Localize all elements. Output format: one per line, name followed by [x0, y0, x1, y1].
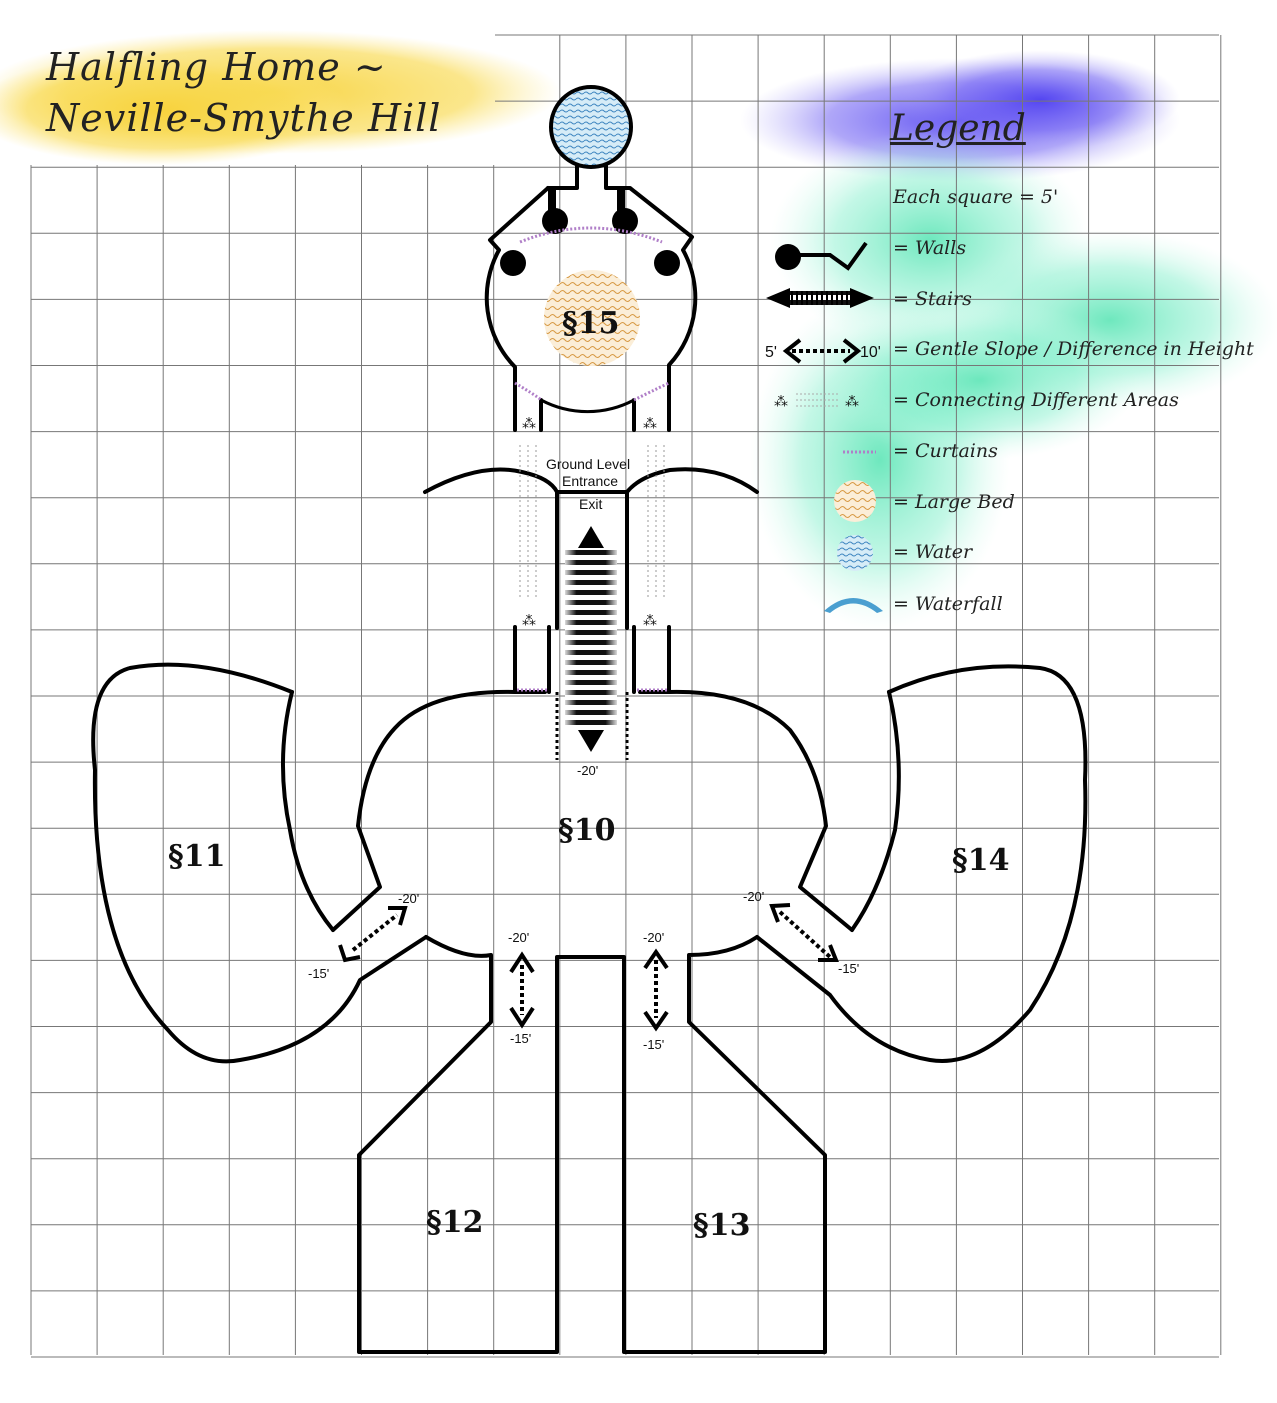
legend-label-connecting: = Connecting Different Areas [893, 389, 1179, 411]
water-pool [551, 87, 631, 167]
svg-text:⁂: ⁂ [774, 393, 788, 409]
legend-label-bed: = Large Bed [893, 491, 1015, 513]
room-15-south-wall [541, 400, 634, 412]
entrance-label: Entrance [562, 473, 619, 489]
svg-text:⁂: ⁂ [522, 612, 536, 628]
level-center-left-bottom: -15' [510, 1031, 532, 1046]
level-stairs-bottom: -20' [577, 763, 599, 778]
room-label-11: §11 [168, 839, 226, 874]
room-14-wall [757, 666, 1085, 1061]
svg-text:⁂: ⁂ [845, 393, 859, 409]
corridor-left-walls [515, 627, 549, 692]
room-label-15: §15 [562, 306, 620, 341]
room-15-wall-left [487, 188, 548, 430]
level-right-lower: -15' [838, 961, 860, 976]
legend-scale: Each square = 5' [893, 186, 1059, 208]
level-center-right-top: -20' [643, 930, 665, 945]
legend-title: Legend [890, 108, 1026, 149]
ground-level-label: Ground Level [546, 456, 631, 472]
legend-label-slope: = Gentle Slope / Difference in Height [893, 338, 1254, 360]
corridor-right-walls [634, 627, 669, 692]
room-label-13: §13 [693, 1208, 751, 1243]
legend-label-water: = Water [893, 541, 973, 563]
legend-label-curtains: = Curtains [893, 440, 998, 462]
svg-text:⁂: ⁂ [522, 415, 536, 431]
level-left-lower: -15' [308, 966, 330, 981]
svg-text:⁂: ⁂ [643, 415, 657, 431]
legend-label-waterfall: = Waterfall [893, 593, 1003, 615]
legend-slope-to: 10' [860, 344, 881, 361]
room-11-wall [93, 665, 426, 1062]
level-center-right-bottom: -15' [643, 1037, 665, 1052]
legend-slope-from: 5' [765, 344, 777, 361]
bed-icon [834, 480, 876, 522]
slope-arrowheads [340, 905, 836, 1028]
pillars [500, 188, 680, 276]
level-left-upper: -20' [398, 891, 420, 906]
svg-text:⁂: ⁂ [643, 612, 657, 628]
room-label-12: §12 [426, 1205, 484, 1240]
map-title-line-2: Neville-Smythe Hill [46, 96, 442, 140]
level-center-left-top: -20' [508, 930, 530, 945]
water-icon [837, 535, 873, 571]
exit-label: Exit [579, 496, 603, 512]
map-title-line-1: Halfling Home ~ [46, 45, 387, 89]
legend-label-walls: = Walls [893, 237, 967, 259]
entrance-wall-left [425, 470, 557, 493]
legend-label-stairs: = Stairs [893, 288, 972, 310]
level-right-upper: -20' [743, 889, 765, 904]
stairs [557, 526, 627, 760]
room-label-14: §14 [952, 843, 1010, 878]
room-label-10: §10 [558, 813, 616, 848]
